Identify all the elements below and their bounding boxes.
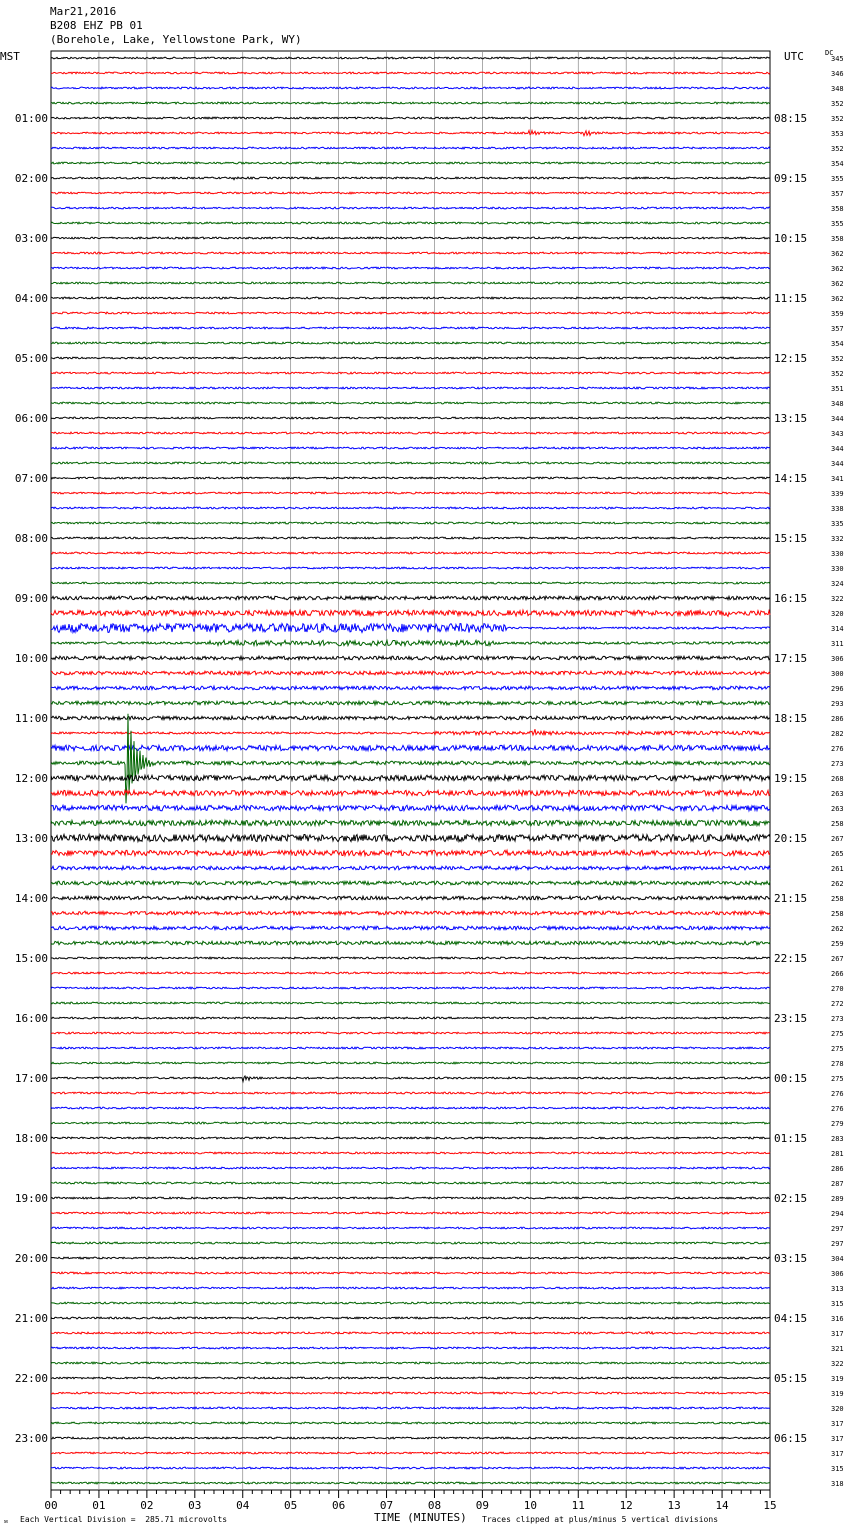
x-tick-label: 02	[140, 1499, 154, 1512]
dc-offset-label: 258	[831, 910, 844, 918]
seismic-trace	[51, 1407, 770, 1409]
seismic-trace	[51, 87, 770, 89]
dc-offset-label: 261	[831, 865, 844, 873]
hour-label-right: 03:15	[774, 1252, 808, 1265]
dc-offset-label: 357	[831, 325, 844, 333]
plot-date: Mar21,2016	[50, 5, 117, 18]
hour-label-left: 01:00	[14, 112, 48, 125]
seismic-trace	[51, 1212, 770, 1214]
dc-offset-label: 362	[831, 265, 844, 273]
dc-offset-label: 281	[831, 1150, 844, 1158]
seismic-trace	[51, 957, 770, 959]
seismic-trace	[51, 1317, 770, 1319]
seismic-trace	[51, 282, 770, 284]
dc-offset-label: 317	[831, 1330, 844, 1338]
dc-offset-label: 315	[831, 1465, 844, 1473]
seismic-trace	[51, 1287, 770, 1289]
x-tick-label: 10	[523, 1499, 537, 1512]
dc-offset-label: 306	[831, 1270, 844, 1278]
dc-offset-label: 313	[831, 1285, 844, 1293]
hour-label-left: 23:00	[14, 1432, 48, 1445]
x-tick-label: 03	[188, 1499, 202, 1512]
dc-offset-label: 259	[831, 940, 844, 948]
seismic-trace	[51, 57, 770, 59]
seismic-trace	[51, 567, 770, 569]
seismic-trace	[51, 1062, 770, 1064]
hour-label-left: 22:00	[14, 1372, 48, 1385]
dc-offset-label: 352	[831, 115, 844, 123]
seismic-trace	[51, 462, 770, 464]
hour-label-right: 08:15	[774, 112, 808, 125]
dc-offset-label: 321	[831, 1345, 844, 1353]
seismic-trace	[51, 1467, 770, 1469]
seismic-trace	[51, 237, 770, 239]
dc-offset-label: 341	[831, 475, 844, 483]
seismic-trace	[51, 714, 770, 804]
seismic-trace	[51, 640, 770, 645]
dc-offset-label: 335	[831, 520, 844, 528]
x-tick-label: 06	[331, 1499, 346, 1512]
x-tick-label: 12	[619, 1499, 633, 1512]
dc-offset-label: 358	[831, 235, 844, 243]
dc-offset-label: 311	[831, 640, 844, 648]
hour-label-left: 14:00	[14, 892, 48, 905]
dc-offset-label: 306	[831, 655, 844, 663]
hour-label-left: 06:00	[14, 412, 48, 425]
seismic-trace	[51, 297, 770, 299]
dc-offset-label: 258	[831, 820, 844, 828]
dc-offset-label: 354	[831, 160, 844, 168]
seismic-trace	[51, 790, 770, 795]
hour-label-right: 14:15	[774, 472, 808, 485]
dc-offset-label: 322	[831, 1360, 844, 1368]
dc-offset-label: 339	[831, 490, 844, 498]
dc-offset-label: 353	[831, 130, 844, 138]
hour-label-left: 12:00	[14, 772, 48, 785]
dc-offset-label: 317	[831, 1420, 844, 1428]
dc-offset-label: 300	[831, 670, 844, 678]
seismic-trace	[51, 1092, 770, 1094]
x-tick-label: 00	[44, 1499, 58, 1512]
seismic-trace	[51, 417, 770, 419]
seismic-trace	[51, 357, 770, 359]
hour-label-right: 16:15	[774, 592, 808, 605]
seismic-trace	[51, 1452, 770, 1454]
hour-label-right: 23:15	[774, 1012, 808, 1025]
hour-label-right: 00:15	[774, 1072, 808, 1085]
dc-offset-label: 352	[831, 355, 844, 363]
dc-offset-label: 267	[831, 955, 844, 963]
dc-column-label: DC	[825, 49, 834, 57]
seismic-trace	[51, 477, 770, 479]
dc-offset-label: 344	[831, 460, 844, 468]
seismic-trace	[51, 896, 770, 900]
seismic-trace	[51, 610, 770, 616]
seismic-trace	[51, 1437, 770, 1439]
hour-label-left: 13:00	[14, 832, 48, 845]
seismic-trace	[51, 1332, 770, 1334]
seismic-trace	[51, 820, 770, 825]
hour-label-left: 05:00	[14, 352, 48, 365]
hour-label-right: 13:15	[774, 412, 808, 425]
hour-label-left: 19:00	[14, 1192, 48, 1205]
dc-offset-label: 266	[831, 970, 844, 978]
hour-label-left: 21:00	[14, 1312, 48, 1325]
dc-offset-label: 276	[831, 1090, 844, 1098]
x-tick-label: 11	[571, 1499, 585, 1512]
dc-offset-label: 272	[831, 1000, 844, 1008]
dc-offset-label: 293	[831, 700, 844, 708]
dc-offset-label: 344	[831, 445, 844, 453]
x-tick-label: 07	[379, 1499, 394, 1512]
dc-offset-label: 330	[831, 550, 844, 558]
seismic-trace	[51, 1167, 770, 1169]
seismic-trace	[51, 911, 770, 915]
dc-offset-label: 317	[831, 1435, 844, 1443]
hour-label-left: 10:00	[14, 652, 48, 665]
seismic-trace	[51, 881, 770, 885]
x-tick-label: 13	[667, 1499, 681, 1512]
dc-offset-label: 294	[831, 1210, 844, 1218]
seismic-trace	[51, 492, 770, 494]
seismic-trace	[51, 1227, 770, 1229]
dc-offset-label: 319	[831, 1375, 844, 1383]
seismic-trace	[51, 192, 770, 194]
dc-offset-label: 263	[831, 805, 844, 813]
seismic-trace	[51, 1017, 770, 1019]
dc-offset-label: 275	[831, 1075, 844, 1083]
seismic-trace	[51, 656, 770, 660]
seismic-trace	[51, 701, 770, 705]
seismic-trace	[51, 1347, 770, 1349]
hour-label-left: 16:00	[14, 1012, 48, 1025]
left-timezone: MST	[0, 50, 20, 63]
footer-mark: ᴍ	[4, 1518, 8, 1525]
seismic-trace	[51, 177, 770, 180]
hour-label-left: 04:00	[14, 292, 48, 305]
seismic-trace	[51, 941, 770, 945]
seismic-trace	[51, 1362, 770, 1364]
seismic-trace	[51, 834, 770, 841]
seismic-trace	[51, 432, 770, 434]
seismic-trace	[51, 926, 770, 930]
seismic-trace	[51, 1002, 770, 1004]
dc-offset-label: 355	[831, 220, 844, 228]
dc-offset-label: 362	[831, 295, 844, 303]
right-timezone: UTC	[784, 50, 804, 63]
seismic-trace	[51, 552, 770, 554]
seismic-trace	[51, 745, 770, 750]
hour-label-right: 21:15	[774, 892, 808, 905]
dc-offset-label: 265	[831, 850, 844, 858]
hour-label-right: 12:15	[774, 352, 808, 365]
dc-offset-label: 276	[831, 745, 844, 753]
hour-label-left: 11:00	[14, 712, 48, 725]
dc-offset-label: 348	[831, 400, 844, 408]
hour-label-right: 02:15	[774, 1192, 808, 1205]
seismic-trace	[51, 1392, 770, 1394]
station-location: (Borehole, Lake, Yellowstone Park, WY)	[50, 33, 302, 46]
seismic-trace	[51, 102, 770, 104]
dc-offset-label: 297	[831, 1225, 844, 1233]
dc-offset-label: 343	[831, 430, 844, 438]
seismic-trace	[51, 1257, 770, 1259]
x-tick-label: 09	[475, 1499, 490, 1512]
seismic-trace	[51, 222, 770, 224]
x-tick-label: 01	[92, 1499, 106, 1512]
dc-offset-label: 276	[831, 1105, 844, 1113]
hour-label-right: 11:15	[774, 292, 808, 305]
seismic-trace	[51, 1482, 770, 1484]
dc-offset-label: 275	[831, 1030, 844, 1038]
seismic-trace	[51, 1272, 770, 1274]
seismic-trace	[51, 1076, 770, 1082]
seismic-trace	[51, 805, 770, 810]
seismic-trace	[51, 671, 770, 675]
dc-offset-label: 346	[831, 70, 844, 78]
dc-offset-label: 268	[831, 775, 844, 783]
seismic-trace	[51, 1302, 770, 1304]
x-tick-label: 05	[284, 1499, 298, 1512]
seismic-trace	[51, 850, 770, 855]
seismic-trace	[51, 447, 770, 449]
dc-offset-label: 318	[831, 1480, 844, 1488]
dc-offset-label: 286	[831, 1165, 844, 1173]
seismic-trace	[51, 147, 770, 149]
seismic-trace	[51, 1107, 770, 1109]
x-tick-label: 15	[763, 1499, 777, 1512]
dc-offset-label: 352	[831, 100, 844, 108]
hour-label-left: 03:00	[14, 232, 48, 245]
dc-offset-label: 316	[831, 1315, 844, 1323]
hour-label-right: 05:15	[774, 1372, 808, 1385]
seismic-trace	[51, 866, 770, 870]
dc-offset-label: 283	[831, 1135, 844, 1143]
x-tick-label: 04	[236, 1499, 250, 1512]
seismic-trace	[51, 372, 770, 374]
hour-label-left: 09:00	[14, 592, 48, 605]
x-tick-label: 14	[715, 1499, 729, 1512]
dc-offset-label: 279	[831, 1120, 844, 1128]
seismic-trace	[51, 327, 770, 329]
dc-offset-label: 270	[831, 985, 844, 993]
seismic-trace	[51, 117, 770, 119]
seismic-trace	[51, 507, 770, 509]
dc-offset-label: 267	[831, 835, 844, 843]
dc-offset-label: 355	[831, 175, 844, 183]
dc-offset-label: 289	[831, 1195, 844, 1203]
seismic-trace	[51, 162, 770, 164]
hour-label-right: 04:15	[774, 1312, 808, 1325]
dc-offset-label: 287	[831, 1180, 844, 1188]
dc-offset-label: 273	[831, 760, 844, 768]
hour-label-right: 19:15	[774, 772, 808, 785]
dc-offset-label: 319	[831, 1390, 844, 1398]
seismic-trace	[51, 1377, 770, 1379]
hour-label-right: 17:15	[774, 652, 808, 665]
seismic-trace	[51, 716, 770, 720]
seismic-trace	[51, 972, 770, 974]
dc-offset-label: 314	[831, 625, 844, 633]
hour-label-left: 07:00	[14, 472, 48, 485]
seismic-trace	[51, 1422, 770, 1424]
dc-offset-label: 338	[831, 505, 844, 513]
dc-offset-label: 362	[831, 280, 844, 288]
seismic-trace	[51, 686, 770, 690]
dc-offset-label: 262	[831, 925, 844, 933]
dc-offset-label: 359	[831, 310, 844, 318]
seismic-trace	[51, 537, 770, 539]
hour-label-left: 18:00	[14, 1132, 48, 1145]
seismic-trace	[51, 1047, 770, 1049]
seismic-trace	[51, 522, 770, 524]
dc-offset-label: 258	[831, 895, 844, 903]
station-code: B208 EHZ PB 01	[50, 19, 143, 32]
hour-label-right: 20:15	[774, 832, 808, 845]
dc-offset-label: 357	[831, 190, 844, 198]
seismic-trace	[51, 1122, 770, 1124]
seismic-trace	[51, 729, 770, 735]
x-tick-label: 08	[427, 1499, 442, 1512]
dc-offset-label: 296	[831, 685, 844, 693]
dc-offset-label: 320	[831, 610, 844, 618]
dc-offset-label: 273	[831, 1015, 844, 1023]
seismic-trace	[51, 1197, 770, 1199]
seismic-trace	[51, 1182, 770, 1184]
dc-offset-label: 282	[831, 730, 844, 738]
seismic-trace	[51, 775, 770, 780]
dc-offset-label: 286	[831, 715, 844, 723]
dc-offset-label: 345	[831, 55, 844, 63]
dc-offset-label: 352	[831, 145, 844, 153]
scale-note: Each Vertical Division = 285.71 microvolts	[20, 1515, 228, 1524]
dc-offset-label: 297	[831, 1240, 844, 1248]
dc-offset-label: 324	[831, 580, 844, 588]
hour-label-left: 02:00	[14, 172, 48, 185]
seismic-trace	[51, 131, 770, 136]
dc-offset-label: 351	[831, 385, 844, 393]
clip-note: Traces clipped at plus/minus 5 vertical divisions	[482, 1515, 719, 1524]
dc-offset-label: 315	[831, 1300, 844, 1308]
x-axis-title: TIME (MINUTES)	[374, 1511, 467, 1524]
seismic-trace	[51, 582, 770, 584]
dc-offset-label: 354	[831, 340, 844, 348]
seismic-trace	[51, 1032, 770, 1034]
hour-label-right: 22:15	[774, 952, 808, 965]
seismic-trace	[51, 596, 770, 600]
dc-offset-label: 322	[831, 595, 844, 603]
dc-offset-label: 358	[831, 205, 844, 213]
seismic-trace	[51, 624, 770, 633]
seismic-trace	[51, 252, 770, 254]
hour-label-left: 17:00	[14, 1072, 48, 1085]
dc-offset-label: 278	[831, 1060, 844, 1068]
dc-offset-label: 348	[831, 85, 844, 93]
dc-offset-label: 320	[831, 1405, 844, 1413]
seismic-trace	[51, 1152, 770, 1154]
dc-offset-label: 275	[831, 1045, 844, 1053]
dc-offset-label: 330	[831, 565, 844, 573]
seismic-trace	[51, 387, 770, 389]
hour-label-left: 08:00	[14, 532, 48, 545]
dc-offset-label: 317	[831, 1450, 844, 1458]
seismic-trace	[51, 402, 770, 404]
hour-label-right: 09:15	[774, 172, 808, 185]
hour-label-right: 01:15	[774, 1132, 808, 1145]
seismic-trace	[51, 987, 770, 989]
hour-label-left: 20:00	[14, 1252, 48, 1265]
dc-offset-label: 344	[831, 415, 844, 423]
hour-label-right: 10:15	[774, 232, 808, 245]
hour-label-right: 15:15	[774, 532, 808, 545]
hour-label-right: 06:15	[774, 1432, 808, 1445]
dc-offset-label: 263	[831, 790, 844, 798]
seismic-trace	[51, 267, 770, 269]
hour-label-right: 18:15	[774, 712, 808, 725]
dc-offset-label: 304	[831, 1255, 844, 1263]
seismic-trace	[51, 312, 770, 314]
dc-offset-label: 332	[831, 535, 844, 543]
seismic-trace	[51, 72, 770, 74]
dc-offset-label: 362	[831, 250, 844, 258]
seismic-trace	[51, 1242, 770, 1244]
plot-frame	[51, 51, 770, 1490]
dc-offset-label: 262	[831, 880, 844, 888]
seismic-trace	[51, 342, 770, 344]
seismic-trace	[51, 1137, 770, 1139]
hour-label-left: 15:00	[14, 952, 48, 965]
dc-offset-label: 352	[831, 370, 844, 378]
seismic-trace	[51, 207, 770, 209]
